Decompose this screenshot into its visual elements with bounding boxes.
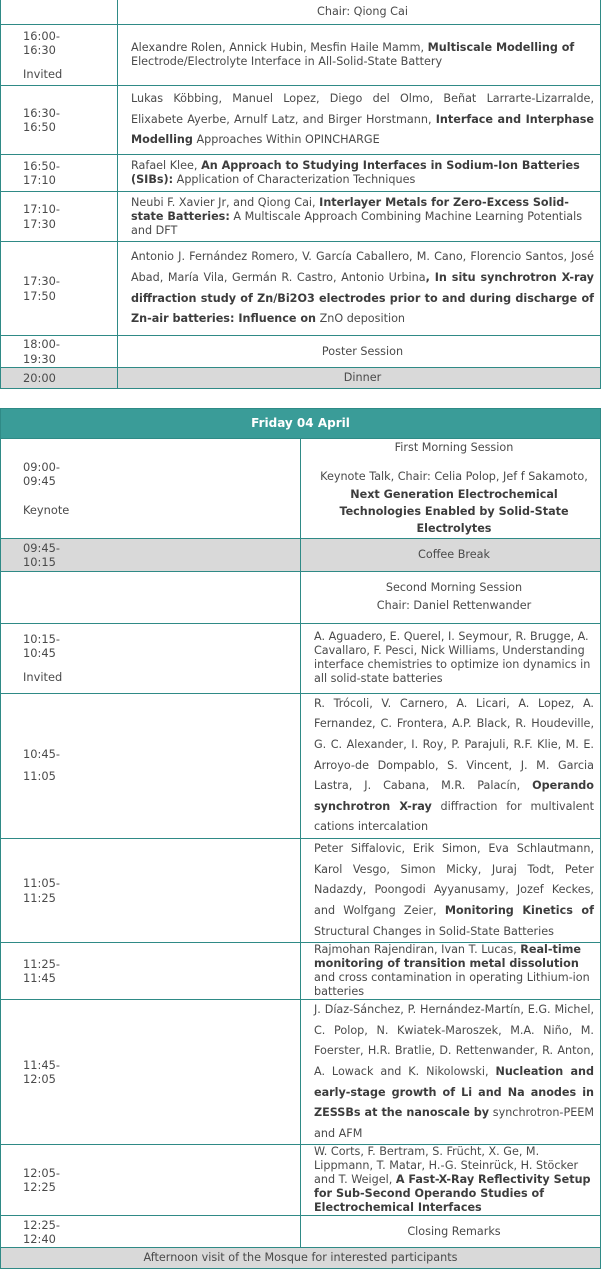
- time-start: 17:10-: [23, 202, 60, 217]
- time-start: 12:05-: [23, 1166, 60, 1181]
- time-end: 12:05: [23, 1072, 56, 1087]
- table-row: [1, 368, 601, 389]
- time-start: 16:30-: [23, 105, 60, 120]
- time-end: 10:45: [23, 646, 56, 661]
- time-end: 16:30: [23, 42, 56, 57]
- time-end: 16:50: [23, 120, 56, 134]
- table-row: [1, 839, 601, 943]
- talk-authors: Antonio J. Fernández Romero, V. García Caballero, M. Cano, Florencio Santos, José Abad, María Vila, Germán R. Castro, Antonio Urbina: [131, 250, 594, 284]
- talk-entry: A. Aguadero, E. Querel, I. Seymour, R. Brugge, A. Cavallaro, F. Pesci, Nick Williams, Understanding interface chemistries to optimize ion dynamics in all solid-state batteries: [301, 623, 601, 693]
- time-cell: [1, 571, 301, 623]
- table-row: [1, 0, 601, 25]
- time-cell: [1, 1145, 301, 1216]
- table-row: [1, 623, 601, 693]
- poster-session: Poster Session: [118, 336, 601, 368]
- talk-title-rest: diffraction for multivalent cations intercalation: [314, 799, 595, 834]
- talk-entry: [118, 86, 601, 155]
- time-start: 09:45-: [23, 540, 60, 555]
- talk-authors: Neubi F. Xavier Jr, and Qiong Cai,: [131, 195, 320, 209]
- table-row: [1, 192, 601, 242]
- talk-title-rest: and cross contamination in operating Lithium-ion batteries: [314, 971, 590, 999]
- time-start: 12:25-: [23, 1217, 60, 1232]
- talk-entry: [118, 192, 601, 242]
- talk-entry: [118, 155, 601, 192]
- time-cell: [1, 538, 301, 571]
- time-start: 10:15-: [23, 631, 60, 646]
- time-cell: [1, 155, 118, 192]
- talk-authors: Alexandre Rolen, Annick Hubin, Mesfin Haile Mamm,: [131, 41, 428, 54]
- keynote-entry: [301, 439, 601, 539]
- talk-title-rest: synchrotron-PEEM and AFM: [314, 1106, 594, 1140]
- talk-authors: Rajmohan Rajendiran, Ivan T. Lucas,: [314, 943, 521, 957]
- time-cell: [1, 25, 118, 86]
- session-entry: [301, 571, 601, 623]
- time-end: 12:25: [23, 1180, 56, 1195]
- talk-title: A Fast-X-Ray Reflectivity Setup for Sub-Second Operando Studies of Electrochemical Interfaces: [314, 1173, 591, 1215]
- table-row: [1, 1145, 601, 1216]
- time-cell: [1, 336, 118, 368]
- time-end: 10:15: [23, 554, 56, 569]
- coffee-break: Coffee Break: [301, 538, 601, 571]
- table-row: [1, 538, 601, 571]
- talk-authors: J. Díaz-Sánchez, P. Hernández-Martín, E.G. Michel, C. Polop, N. Kwiatek-Maroszek, M.A. Niño, M. Foerster, H.R. Bratlie, D. Rettenwander, R. Anton, A. Lowack and K. Nikolowski,: [314, 1003, 594, 1078]
- time-start: 17:30-: [23, 274, 60, 289]
- talk-title: An Approach to Studying Interfaces in Sodium-Ion Batteries (SIBs):: [131, 159, 580, 186]
- time-start: 10:45-: [23, 747, 60, 762]
- time-start: 11:25-: [23, 956, 60, 971]
- keynote-tag: Keynote: [23, 502, 70, 517]
- table-row: [1, 86, 601, 155]
- invited-tag: Invited: [23, 67, 63, 82]
- time-end: 12:40: [23, 1231, 56, 1246]
- time-cell: [1, 693, 301, 838]
- afternoon-visit: Afternoon visit of the Mosque for interested participants: [1, 1248, 601, 1269]
- time-end: 17:30: [23, 216, 56, 231]
- table-row: [1, 242, 601, 336]
- keynote-intro: Keynote Talk, Chair: Celia Polop, Jef f Sakamoto,: [320, 470, 588, 484]
- time-cell: [1, 0, 118, 25]
- talk-title: Multiscale Modelling of: [427, 41, 575, 54]
- time-start: 11:45-: [23, 1057, 60, 1072]
- time-start: 09:00-: [23, 460, 60, 475]
- time-end: 11:05: [23, 768, 56, 783]
- talk-authors: Peter Siffalovic, Erik Simon, Eva Schlautmann, Karol Vesgo, Simon Micky, Juraj Todt, Peter Nadazdy, Poongodi Ayyanusamy, Jozef Keckes, and Wolfgang Zeier,: [314, 842, 594, 917]
- talk-title-rest: Application of Characterization Techniques: [173, 173, 416, 186]
- time-cell: [1, 86, 118, 155]
- time-cell: [1, 839, 301, 943]
- time-start: 16:00-: [23, 28, 60, 43]
- table-row: [1, 1216, 601, 1248]
- time-end: 19:30: [23, 351, 56, 366]
- talk-authors: R. Trócoli, V. Carnero, A. Licari, A. Lopez, A. Fernandez, C. Frontera, A.P. Black, R. Houdeville, G. C. Alexander, I. Roy, P. Parajuli, R.F. Klie, M. E. Arroyo-de Dompablo, S. Vincent, J. M. Garcia Lastra, J. Cabana, M.R. Palacín,: [314, 696, 594, 793]
- talk-entry: [301, 1145, 601, 1216]
- table-row: [1, 571, 601, 623]
- time-cell: [1, 1000, 301, 1145]
- talk-title-rest: A Multiscale Approach Combining Machine Learning Potentials and DFT: [131, 209, 583, 237]
- table-row: [1, 1000, 601, 1145]
- talk-entry: [118, 242, 601, 336]
- closing-remarks: Closing Remarks: [301, 1216, 601, 1248]
- table-row: [1, 25, 601, 86]
- time-cell: [1, 1216, 301, 1248]
- table-row: [1, 943, 601, 1000]
- talk-title-rest: Structural Changes in Solid-State Batteries: [314, 924, 554, 938]
- time-start: 11:05-: [23, 876, 60, 891]
- talk-title: , In situ synchrotron X-ray diffraction study of Zn/Bi2O3 electrodes prior to and during discharge of Zn-air batteries: Influence on: [131, 270, 594, 326]
- time-end: 11:45: [23, 971, 56, 986]
- talk-title-rest: Approaches Within OPINCHARGE: [192, 133, 380, 147]
- time-cell: [1, 242, 118, 336]
- talk-title: Operando synchrotron X-ray: [314, 779, 594, 813]
- talk-title: Nucleation and early-stage growth of Li and Na anodes in ZESSBs at the nanoscale by: [314, 1064, 594, 1120]
- talk-title: Interface and Interphase Modelling: [131, 112, 594, 147]
- session-name: Second Morning Session: [385, 581, 523, 595]
- time-cell: [1, 192, 118, 242]
- table-row: [1, 693, 601, 838]
- invited-tag: Invited: [23, 670, 63, 685]
- time-cell: [1, 623, 301, 693]
- talk-entry: [301, 1000, 601, 1145]
- talk-authors: W. Corts, F. Bertram, S. Frücht, X. Ge, M. Lippmann, T. Matar, H.-G. Steinrück, H. Stöcker and T. Weigel,: [314, 1145, 579, 1187]
- thursday-schedule-table: [0, 0, 601, 389]
- talk-entry: [301, 693, 601, 838]
- time-end: 17:50: [23, 288, 56, 303]
- time-end: 17:10: [23, 173, 56, 187]
- day-header: [1, 409, 601, 439]
- time-start: 16:50-: [23, 158, 60, 173]
- time-cell: [1, 943, 301, 1000]
- day-title: Friday 04 April: [1, 409, 601, 439]
- time-cell: [1, 439, 301, 539]
- session-chair: Chair: Qiong Cai: [118, 0, 601, 25]
- time-start: 18:00-: [23, 337, 60, 352]
- talk-entry: [118, 25, 601, 86]
- time-end: 09:45: [23, 474, 56, 489]
- time-cell: 20:00: [1, 368, 118, 389]
- table-row: [1, 155, 601, 192]
- talk-title: Monitoring Kinetics of: [444, 903, 594, 917]
- talk-authors: Lukas Köbbing, Manuel Lopez, Diego del Olmo, Beñat Larrarte-Lizarralde, Elixabete Ayerbe, Arnulf Latz, and Birger Horstmann,: [131, 92, 594, 126]
- time-end: 11:25: [23, 890, 56, 905]
- session-name: First Morning Session: [394, 441, 514, 454]
- friday-schedule-table: [0, 408, 601, 1269]
- talk-title-rest: ZnO deposition: [316, 312, 406, 326]
- talk-title: Next Generation Electrochemical Technologies Enabled by Solid-State Electrolytes: [339, 487, 569, 536]
- table-row: [1, 1248, 601, 1269]
- talk-entry: [301, 943, 601, 1000]
- session-chair: Chair: Daniel Rettenwander: [376, 599, 532, 613]
- talk-title: Interlayer Metals for Zero-Excess Solid-state Batteries:: [131, 195, 569, 223]
- dinner: Dinner: [118, 368, 601, 389]
- talk-authors: Rafael Klee,: [131, 159, 202, 172]
- table-row: [1, 439, 601, 539]
- talk-title: Real-time monitoring of transition metal dissolution: [314, 943, 581, 971]
- talk-entry: [301, 839, 601, 943]
- table-row: [1, 336, 601, 368]
- talk-title-rest: Electrode/Electrolyte Interface in All-Solid-State Battery: [131, 55, 443, 68]
